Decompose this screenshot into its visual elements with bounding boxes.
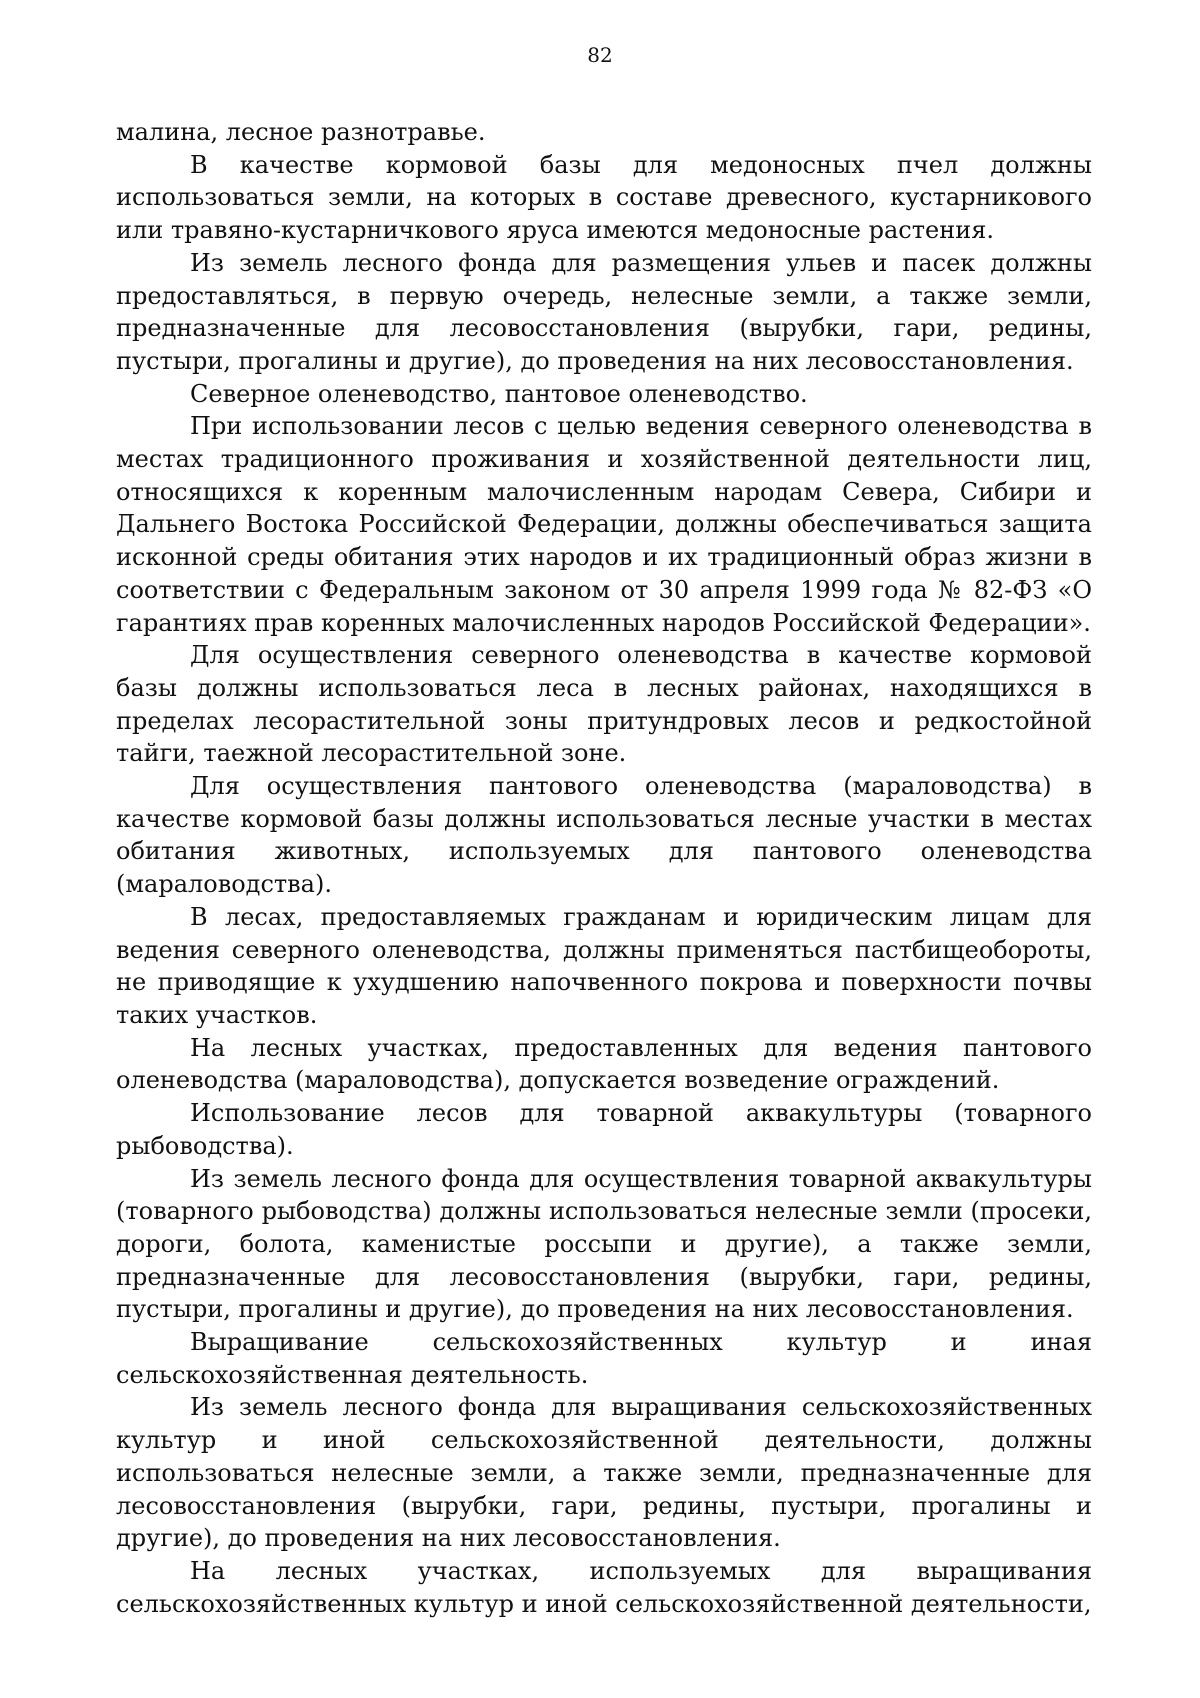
document-body — [116, 116, 1092, 1620]
paragraph: Из земель лесного фонда для осуществления товарной аквакультуры (товарного рыбоводства) должны использоваться нелесные земли (просеки, дороги, болота, каменистые россыпи и другие), а также земли, предназначенные для лесовосстановления (вырубки, гари, редины, пустыри, прогалины и другие), до проведения на них лесовосстановления. — [116, 1164, 1092, 1324]
section-heading: Северное оленеводство, пантовое оленеводство. — [190, 379, 808, 408]
paragraph: При использовании лесов с целью ведения северного оленеводства в местах традиционного проживания и хозяйственной деятельности лиц, относящихся к коренным малочисленным народам Севера, Сибири и Дальнего Востока Российской Федерации, должны обеспечиваться защита исконной среды обитания этих народов и их традиционный образ жизни в соответствии с Федеральным законом от 30 апреля 1999 года № 82-ФЗ «О гарантиях прав коренных малочисленных народов Российской Федерации». — [116, 412, 1092, 637]
paragraph: малина, лесное разнотравье. — [116, 118, 486, 146]
paragraph: Из земель лесного фонда для размещения ульев и пасек должны предоставляться, в первую очередь, нелесные земли, а также земли, предназначенные для лесовосстановления (вырубки, гари, редины, пустыри, прогалины и другие), до проведения на них лесовосстановления. — [116, 248, 1092, 375]
paragraph: В лесах, предоставляемых гражданам и юридическим лицам для ведения северного оленеводства, должны применяться пастбищеобороты, не приводящие к ухудшению напочвенного покрова и поверхности почвы таких участков. — [116, 902, 1092, 1029]
paragraph: Для осуществления пантового оленеводства (мараловодства) в качестве кормовой базы должны использоваться лесные участки в местах обитания животных, используемых для пантового оленеводства (мараловодства). — [116, 772, 1092, 899]
paragraph: На лесных участках, используемых для выращивания сельскохозяйственных культур и иной сельскохозяйственной деятельности, — [116, 1556, 1092, 1618]
paragraph: Из земель лесного фонда для выращивания сельскохозяйственных культур и иной сельскохозяйственной деятельности, должны использоваться нелесные земли, а также земли, предназначенные для лесовосстановления (вырубки, гари, редины, пустыри, прогалины и другие), до проведения на них лесовосстановления. — [116, 1393, 1092, 1553]
section-heading: Использование лесов для товарной аквакультуры (товарного рыбоводства). — [116, 1099, 1092, 1160]
section-heading: Выращивание сельскохозяйственных культур и иная сельскохозяйственная деятельность. — [116, 1328, 1092, 1389]
page-number: 82 — [587, 43, 613, 67]
paragraph: В качестве кормовой базы для медоносных пчел должны использоваться земли, на которых в составе древесного, кустарникового или травяно-кустарничкового яруса имеются медоносные растения. — [116, 150, 1092, 245]
paragraph: На лесных участках, предоставленных для ведения пантового оленеводства (мараловодства), допускается возведение ограждений. — [116, 1033, 1092, 1095]
paragraph: Для осуществления северного оленеводства в качестве кормовой базы должны использоваться леса в лесных районах, находящихся в пределах лесорастительной зоны притундровых лесов и редкостойной тайги, таежной лесорастительной зоне. — [116, 641, 1092, 768]
